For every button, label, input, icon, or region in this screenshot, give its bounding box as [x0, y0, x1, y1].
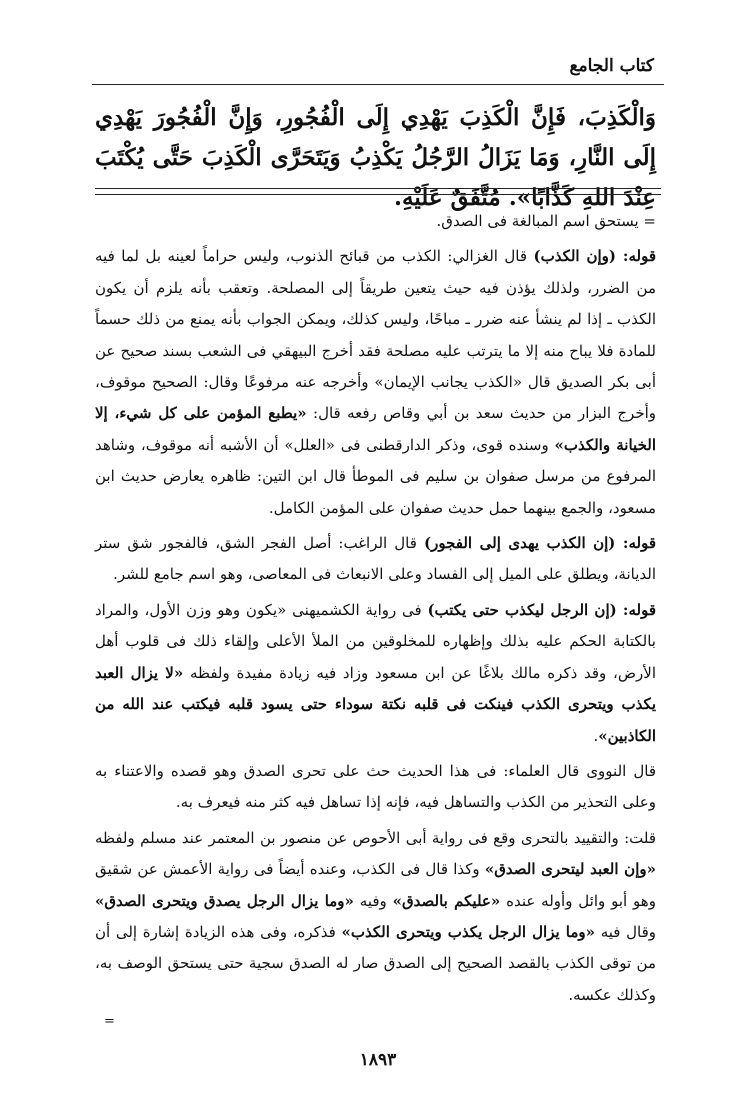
paragraph-text: وفيه — [353, 891, 393, 910]
paragraph-text: . — [593, 726, 599, 745]
continuation-mark: = — [104, 1014, 115, 1029]
quoted-hadith: «وما يزال الرجل يصدق ويتحرى الصدق» — [95, 891, 354, 910]
paragraph-text: وقال فيه — [595, 922, 656, 941]
commentary-paragraph — [95, 823, 656, 1011]
paragraph-text: قال النووى قال العلماء: فى هذا الحديث حث على تحرى الصدق وهو قصده والاعتناء به وعلى التحذير من الكذب والتساهل فيه، فإنه إذا تساهل فيه كثر منه فيعرف به. — [95, 761, 656, 812]
commentary-paragraph — [95, 595, 656, 752]
paragraph-text: وكذا قال فى الكذب، وعنده أيضاً فى رواية الأعمش عن شقيق وهو أبو وائل وأوله عنده — [95, 860, 656, 910]
commentary-paragraph — [95, 528, 656, 591]
hadith-text: وَالْكَذِبَ، فَإِنَّ الْكَذِبَ يَهْدِي إِلَى الْفُجُورِ، وَإِنَّ الْفُجُورَ يَهْدِي إِلَى النَّارِ، وَمَا يَزَالُ الرَّجُلُ يَكْذِبُ وَيَتَحَرَّى الْكَذِبَ حَتَّى يُكْتَبَ عِنْدَ اللهِ كَذَّابًا». مُتَّفَقٌ عَلَيْهِ. — [95, 104, 656, 211]
paragraph-text: قال الراغب: أصل الفجر الشق، فالفجور شق ستر الديانة، ويطلق على الميل إلى الفساد وعلى الانبعاث فى المعاصى، وهو اسم جامع للشر. — [95, 534, 656, 584]
commentary-intro — [95, 206, 656, 237]
quoted-hadith: «عليكم بالصدق» — [392, 891, 501, 910]
header-rule — [92, 84, 664, 85]
commentary-paragraph — [95, 241, 656, 524]
page-number: ١٨٩٣ — [359, 1050, 397, 1070]
paragraph-text: فى رواية الكشميهنى «يكون وهو وزن الأول، والمراد بالكتابة الحكم عليه بذلك وإظهاره للمخلوقين من الملأ الأعلى وإلقاء ذلك فى قلوب أهل الأرض، وقد ذكره مالك بلاغًا عن ابن مسعود وزاد فيه زيادة مفيدة ولفظه — [95, 600, 656, 682]
running-title: كتاب الجامع — [569, 56, 654, 76]
quoted-hadith: «يطبع المؤمن على كل شيء، إلا الخيانة والكذب» — [95, 404, 657, 454]
paragraph-label: قوله: (إن الكذب يهدى إلى الفجور) — [424, 534, 656, 553]
paragraph-text: وسنده قوى، وذكر الدارقطنى فى «العلل» أن الأشبه أنه موقوف، وشاهد المرفوع من مرسل صفوان بن سليم فى الموطأ قال ابن التين: ظاهره يعارض حديث ابن مسعود، والجمع بينهما حمل حديث صفوان على المؤمن الكامل. — [95, 435, 656, 517]
quoted-hadith: «وإن العبد ليتحرى الصدق» — [484, 860, 656, 879]
paragraph-label: قوله: (وإن الكذب) — [533, 247, 657, 266]
paragraph-text: فذكره، وفى هذه الزيادة إشارة إلى أن من توقى الكذب بالقصد الصحيح إلى الصدق صار له الصدق سجية حتى يستحق الوصف به، وكذلك عكسه. — [95, 922, 656, 1004]
intro-text: = يستحق اسم المبالغة فى الصدق. — [436, 212, 656, 230]
paragraph-label: قوله: (إن الرجل ليكذب حتى يكتب) — [427, 600, 656, 619]
commentary — [95, 206, 656, 1015]
commentary-paragraph — [95, 756, 656, 819]
hadith-divider — [95, 188, 661, 195]
paragraph-text: قال الغزالي: الكذب من قبائح الذنوب، وليس حراماً لعينه بل لما فيه من الضرر، ولذلك يؤذن فيه حيث يتعين طريقاً إلى المصلحة. وتعقب بأنه يلزم أن يكون الكذب ـ إذا لم ينشأ عنه ضرر ـ مباحًا، وليس كذلك، ويمكن الجواب بأنه يمنع من ذلك حسماً للمادة فلا يباح منه إلا ما يترتب عليه مصلحة فقد أخرج البيهقي فى الشعب بسند صحيح عن أبى بكر الصديق قال «الكذب يجانب الإيمان» وأخرجه عنه مرفوعًا وقال: الصحيح موقوف، وأخرج البزار من حديث سعد بن أبي وقاص رفعه قال: — [95, 247, 656, 423]
quoted-hadith: «وما يزال الرجل يكذب ويتحرى الكذب» — [341, 922, 596, 941]
quoted-hadith: «لا يزال العبد يكذب ويتحرى الكذب فينكت فى قلبه نكتة سوداء حتى يسود قلبه فيكتب عند الله من الكاذبين» — [95, 663, 656, 745]
paragraph-text: قلت: والتقييد بالتحرى وقع فى رواية أبى الأحوص عن منصور بن المعتمر عند مسلم ولفظه — [95, 828, 656, 847]
